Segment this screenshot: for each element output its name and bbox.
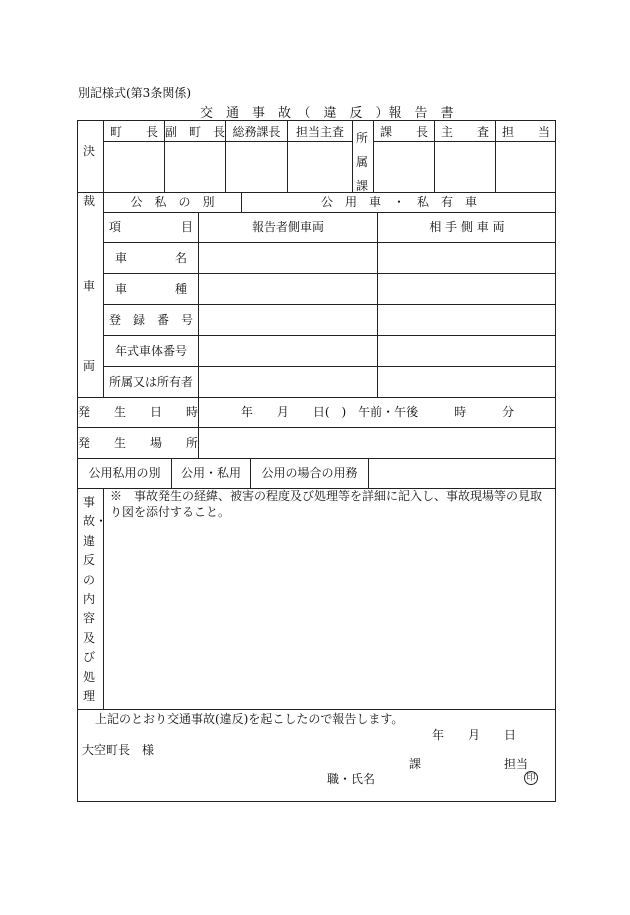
footer-date: 年 月 日 (432, 728, 517, 742)
usage-value: 公用・私用 (180, 466, 241, 480)
public-private-label: 公 私 の 別 (130, 195, 215, 209)
approval-header-mayor: 町 長 (109, 125, 158, 139)
details-instruction-note: ※ 事故発生の経緯、被害の程度及び処理等を詳細に記入し、事故現場等の見取り図を添付すること。 (110, 489, 543, 519)
public-private-value: 公 用 車 ・ 私 有 車 (320, 195, 477, 209)
affiliation-label: 所属課 (356, 131, 369, 193)
vehicle-section-label: 車両 (83, 279, 96, 373)
details-label: 事故・違反の内容及び処理 (83, 495, 108, 704)
approval-label: 決裁 (83, 144, 96, 208)
footer-section: 課 (409, 757, 422, 771)
footer-statement: 上記のとおり交通事故(違反)を起こしたので報告します。 (95, 712, 404, 726)
footer-recipient: 大空町長 様 (82, 743, 155, 757)
approval-header-general-affairs-chief: 総務課長 (232, 125, 281, 139)
footer-role: 担当 (504, 757, 529, 771)
usage-label: 公用私用の別 (88, 466, 161, 480)
affiliation-header-section-chief: 課 長 (379, 125, 428, 139)
usage-purpose-label: 公用の場合の用務 (261, 466, 358, 480)
vehicle-row-label: 車 種 (114, 282, 187, 296)
approval-header-senior-staff: 担当主査 (295, 125, 344, 139)
item-header: 項 目 (108, 220, 193, 234)
reporter-vehicle-header: 報告者側車両 (251, 220, 324, 234)
datetime-label: 発 生 日 時 (78, 405, 199, 419)
other-vehicle-header: 相 手 側 車 両 (429, 220, 505, 234)
form-reference-note: 別記様式(第3条関係) (78, 86, 191, 100)
vehicle-row-label: 所属又は所有者 (108, 375, 193, 389)
place-label: 発 生 場 所 (78, 436, 199, 450)
form-title: 交 通 事 故 （ 違 反 ）報 告 書 (200, 106, 454, 121)
approval-header-deputy-mayor: 副 町 長 (165, 125, 226, 139)
footer-name-label: 職・氏名 (327, 772, 376, 786)
report-form (77, 120, 556, 802)
seal-mark: 印 (524, 771, 538, 785)
datetime-value: 年 月 日( ) 午前・午後 時 分 (240, 405, 515, 419)
vehicle-row-label: 車 名 (114, 251, 187, 265)
vehicle-row-label: 登 録 番 号 (108, 313, 193, 327)
affiliation-header-senior-staff: 主 査 (440, 125, 489, 139)
vehicle-row-label: 年式車体番号 (114, 344, 187, 358)
affiliation-header-staff: 担 当 (501, 125, 550, 139)
